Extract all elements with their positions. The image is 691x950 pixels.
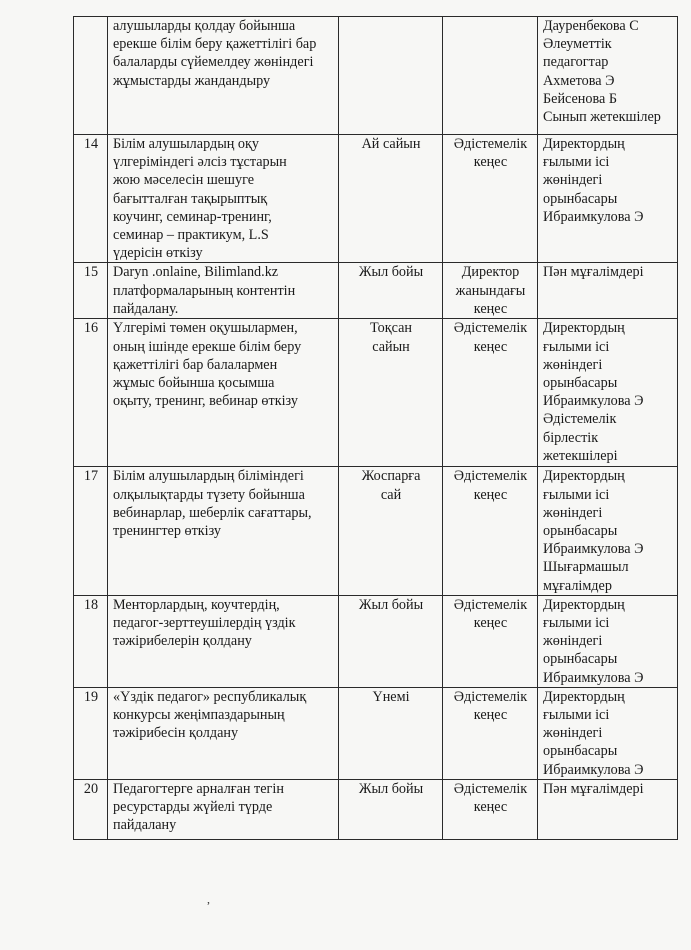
period-cell: Ай сайын	[339, 135, 443, 263]
row-number: 14	[74, 135, 108, 263]
row-number	[74, 17, 108, 135]
responsible-cell: Пән мұғалімдері	[538, 263, 678, 319]
form-cell: Әдістемелік кеңес	[443, 687, 538, 779]
period-cell: Жыл бойы	[339, 779, 443, 839]
activity-cell: алушыларды қолдау бойынша ерекше білім беру қажеттілігі бар балаларды сүйемелдеу жөніндегі жұмыстарды жандандыру	[108, 17, 339, 135]
responsible-cell: Директордың ғылыми ісі жөніндегі орынбасары Ибраимкулова Э	[538, 687, 678, 779]
table-row	[74, 135, 678, 263]
row-number: 20	[74, 779, 108, 839]
form-cell	[443, 17, 538, 135]
activity-cell: Білім алушылардың біліміндегі олқылықтарды түзету бойынша вебинарлар, шеберлік сағаттары, тренингтер өткізу	[108, 467, 339, 595]
activity-cell: Үлгерімі төмен оқушылармен, оның ішінде ерекше білім беру қажеттілігі бар балалармен жұмыс бойынша қосымша оқыту, тренинг, вебинар өткізу	[108, 319, 339, 467]
responsible-cell: Пән мұғалімдері	[538, 779, 678, 839]
period-cell: Үнемі	[339, 687, 443, 779]
form-cell: Әдістемелік кеңес	[443, 595, 538, 687]
responsible-cell: Директордың ғылыми ісі жөніндегі орынбасары Ибраимкулова Э	[538, 135, 678, 263]
form-cell: Әдістемелік кеңес	[443, 779, 538, 839]
activity-cell: Білім алушылардың оқу үлгеріміндегі әлсіз тұстарын жою мәселесін шешуге бағытталған тақырыптық коучинг, семинар-тренинг, семинар – практикум, L.S үдерісін өткізу	[108, 135, 339, 263]
period-cell: Жоспарға сай	[339, 467, 443, 595]
period-cell: Жыл бойы	[339, 263, 443, 319]
table-row	[74, 467, 678, 595]
action-plan-table	[73, 16, 678, 840]
form-cell: Директор жанындағы кеңес	[443, 263, 538, 319]
table-row	[74, 319, 678, 467]
responsible-cell: Дауренбекова С Әлеуметтік педагогтар Ахметова Э Бейсенова Б Сынып жетекшілер	[538, 17, 678, 135]
activity-cell: Daryn .onlaine, Bilimland.kz платформаларының контентін пайдалану.	[108, 263, 339, 319]
table-row	[74, 779, 678, 839]
table-row	[74, 595, 678, 687]
row-number: 15	[74, 263, 108, 319]
period-cell: Тоқсан сайын	[339, 319, 443, 467]
activity-cell: Педагогтерге арналған тегін ресурстарды жүйелі түрде пайдалану	[108, 779, 339, 839]
form-cell: Әдістемелік кеңес	[443, 135, 538, 263]
form-cell: Әдістемелік кеңес	[443, 467, 538, 595]
form-cell: Әдістемелік кеңес	[443, 319, 538, 467]
period-cell: Жыл бойы	[339, 595, 443, 687]
row-number: 17	[74, 467, 108, 595]
row-number: 18	[74, 595, 108, 687]
table-row	[74, 263, 678, 319]
table-row	[74, 17, 678, 135]
row-number: 19	[74, 687, 108, 779]
responsible-cell: Директордың ғылыми ісі жөніндегі орынбасары Ибраимкулова Э Әдістемелік бірлестік жетекшілері	[538, 319, 678, 467]
row-number: 16	[74, 319, 108, 467]
scan-speck: ,	[207, 892, 210, 906]
period-cell	[339, 17, 443, 135]
responsible-cell: Директордың ғылыми ісі жөніндегі орынбасары Ибраимкулова Э Шығармашыл мұғалімдер	[538, 467, 678, 595]
activity-cell: «Үздік педагог» республикалық конкурсы жеңімпаздарының тәжірибесін қолдану	[108, 687, 339, 779]
activity-cell: Менторлардың, коучтердің, педагог-зерттеушілердің үздік тәжірибелерін қолдану	[108, 595, 339, 687]
responsible-cell: Директордың ғылыми ісі жөніндегі орынбасары Ибраимкулова Э	[538, 595, 678, 687]
table-row	[74, 687, 678, 779]
